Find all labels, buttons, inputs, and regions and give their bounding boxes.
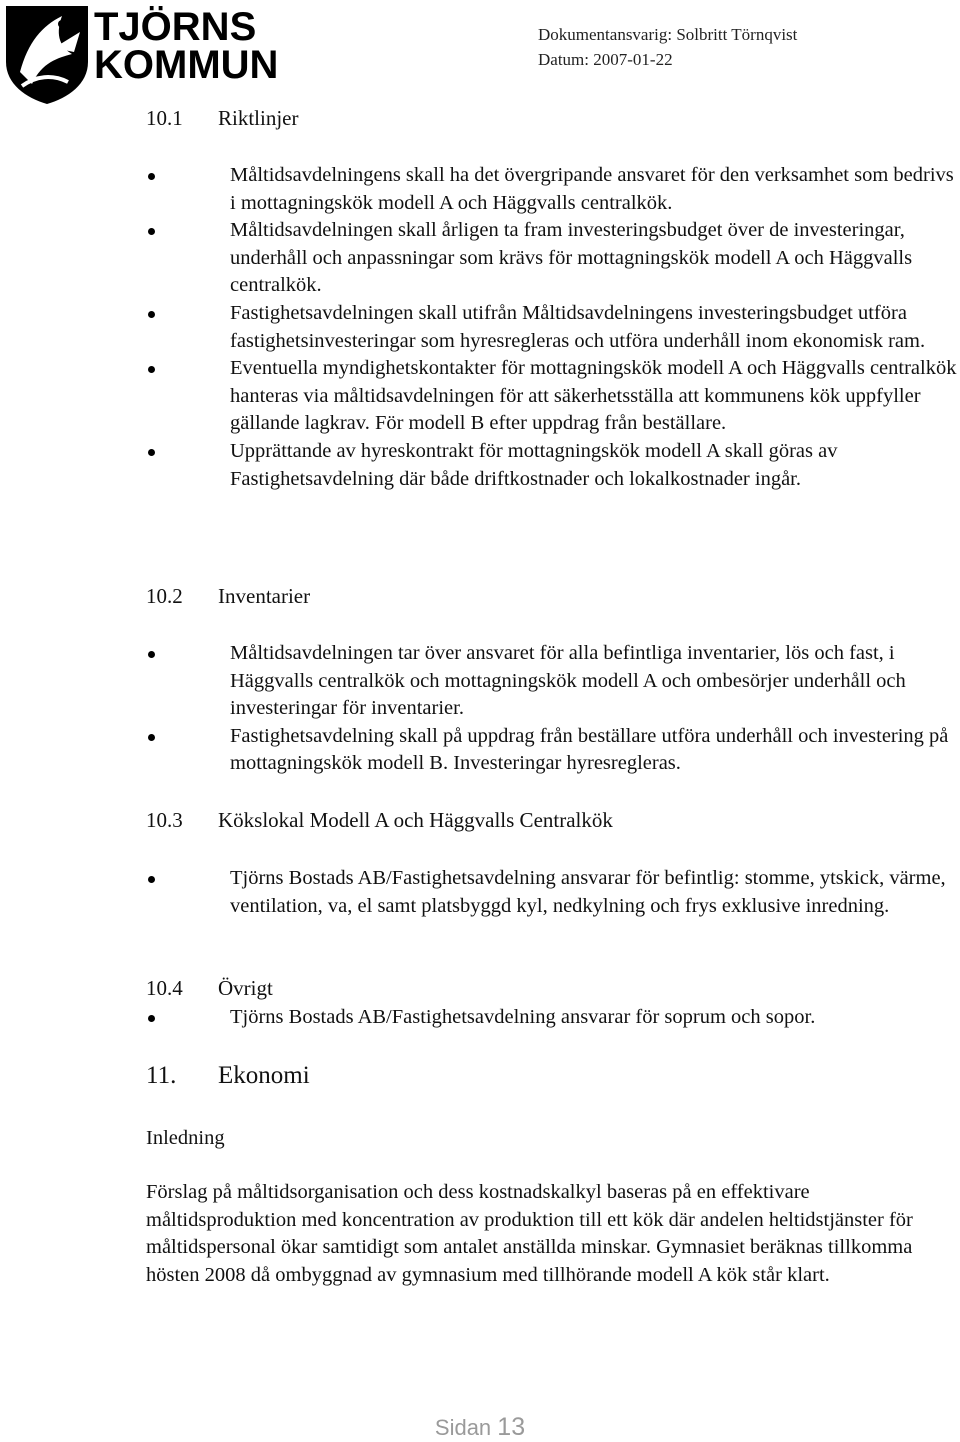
page-label: Sidan bbox=[434, 1415, 492, 1440]
bullet-icon bbox=[148, 173, 155, 180]
bullet-icon bbox=[148, 1015, 155, 1022]
list-item: Upprättande av hyreskontrakt för mottagningskök modell A skall göras av Fastighetsavdelning där både driftkostnader och lokalkostnader ingår. bbox=[146, 438, 960, 493]
section-heading-10-2 bbox=[146, 582, 310, 610]
list-item: Eventuella myndighetskontakter för mottagningskök modell A och Häggvalls centralkök hanteras via måltidsavdelningen för att säkerhetsställa att kommunens kök uppfyller gällande lagkrav. För modell B efter uppdrag från beställare. bbox=[146, 355, 960, 438]
section-number: 11. bbox=[146, 1062, 177, 1089]
bullet-list-10-2 bbox=[146, 640, 960, 778]
section-heading-11 bbox=[146, 1060, 310, 1092]
economy-paragraph: Förslag på måltidsorganisation och dess kostnadskalkyl baseras på en effektivare måltidsproduktion med koncentration av produktion till ett kök där andelen heltidstjänster för måltidspersonal ökar samtidigt som antalet anställda minskar. Gymnasiet beräknas tillkomma hösten 2008 då ombyggnad av gymnasium med tillhörande modell A kök står klart. bbox=[146, 1181, 913, 1286]
section-title: Kökslokal Modell A och Häggvalls Centralkök bbox=[218, 808, 613, 832]
list-item: Fastighetsavdelning skall på uppdrag från beställare utföra underhåll och investering på mottagningskök modell B. Investeringar hyresregleras. bbox=[146, 723, 960, 778]
bullet-list-10-3 bbox=[146, 865, 960, 920]
section-title: Inventarier bbox=[218, 584, 311, 608]
subheading-inledning: Inledning bbox=[146, 1127, 225, 1149]
bullet-list-10-4 bbox=[146, 1004, 960, 1032]
document-date: Datum: 2007-01-22 bbox=[538, 50, 673, 69]
section-number: 10.2 bbox=[146, 584, 183, 608]
bullet-icon bbox=[148, 311, 155, 318]
logo-line-1: TJÖRNS bbox=[94, 5, 257, 49]
list-item: Fastighetsavdelningen skall utifrån Måltidsavdelningens investeringsbudget utföra fastighetsinvesteringar som hyresregleras och utföra underhåll inom ekonomisk ram. bbox=[146, 300, 960, 355]
bullet-icon bbox=[148, 366, 155, 373]
section-heading-10-3 bbox=[146, 806, 613, 834]
bullet-icon bbox=[148, 734, 155, 741]
document-owner: Dokumentansvarig: Solbritt Törnqvist bbox=[538, 25, 798, 44]
section-heading-10-4 bbox=[146, 974, 273, 1002]
section-title: Riktlinjer bbox=[218, 106, 299, 130]
bullet-icon bbox=[148, 228, 155, 235]
list-item: Tjörns Bostads AB/Fastighetsavdelning ansvarar för soprum och sopor. bbox=[146, 1004, 960, 1032]
section-title: Övrigt bbox=[218, 976, 273, 1000]
bullet-icon bbox=[148, 449, 155, 456]
section-heading-10-1 bbox=[146, 104, 299, 132]
page-number: 13 bbox=[497, 1413, 526, 1441]
document-meta bbox=[538, 22, 797, 72]
section-number: 10.4 bbox=[146, 976, 183, 1000]
bullet-list-10-1 bbox=[146, 162, 960, 493]
coat-of-arms-icon bbox=[2, 2, 92, 106]
bullet-icon bbox=[148, 876, 155, 883]
list-item: Måltidsavdelningen skall årligen ta fram investeringsbudget över de investeringar, underhåll och anpassningar som krävs för mottagningskök modell A och Häggvalls centralkök. bbox=[146, 217, 960, 300]
page-footer bbox=[0, 1413, 960, 1442]
bullet-icon bbox=[148, 651, 155, 658]
section-title: Ekonomi bbox=[218, 1062, 310, 1089]
list-item: Tjörns Bostads AB/Fastighetsavdelning ansvarar för befintlig: stomme, ytskick, värme, ventilation, va, el samt platsbyggd kyl, nedkylning och frys exklusive inredning. bbox=[146, 865, 960, 920]
logo-line-2: KOMMUN bbox=[94, 43, 279, 87]
section-number: 10.1 bbox=[146, 106, 183, 130]
list-item: Måltidsavdelningen tar över ansvaret för alla befintliga inventarier, lös och fast, i Häggvalls centralkök och mottagningskök modell A och ombesörjer underhåll och investeringar för inventarier. bbox=[146, 640, 960, 723]
list-item: Måltidsavdelningens skall ha det övergripande ansvaret för den verksamhet som bedrivs i mottagningskök modell A och Häggvalls centralkök. bbox=[146, 162, 960, 217]
municipality-logo bbox=[2, 2, 292, 106]
section-number: 10.3 bbox=[146, 808, 183, 832]
logo-wordmark bbox=[94, 5, 279, 87]
